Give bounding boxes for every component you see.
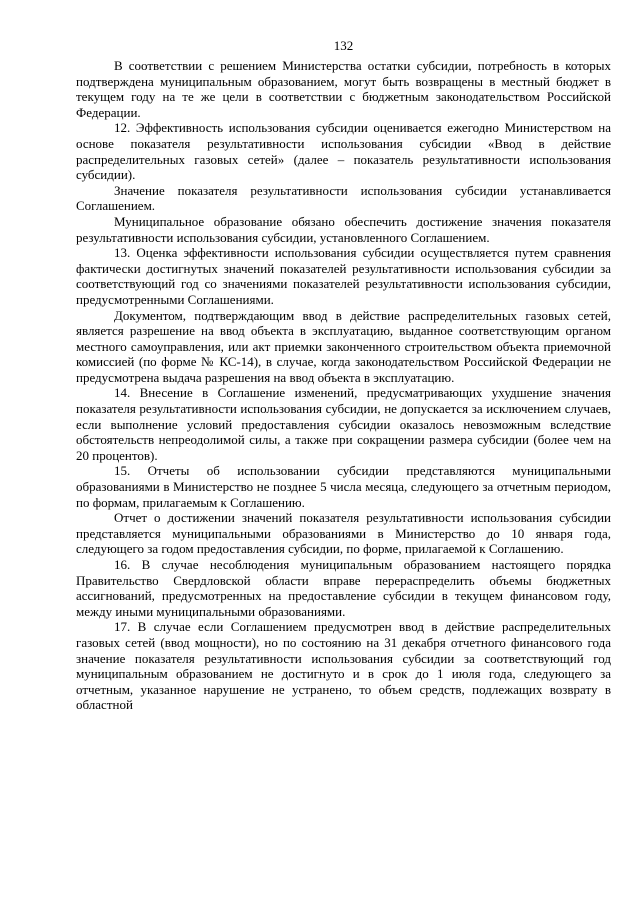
paragraph-4: Муниципальное образование обязано обеспечить достижение значения показателя результативности использования субсидии, установленного Соглашением. — [76, 213, 611, 245]
paragraph-10: 16. В случае несоблюдения муниципальным образованием настоящего порядка Правительство Свердловской области вправе перераспределить объемы бюджетных ассигнований, предусмотренных на предоставление субсидии в текущем финансовом году, между иными муниципальными образованиями. — [76, 557, 611, 619]
paragraph-3: Значение показателя результативности использования субсидии устанавливается Соглашением. — [76, 182, 611, 214]
paragraph-1: В соответствии с решением Министерства остатки субсидии, потребность в которых подтверждена муниципальным образованием, могут быть возвращены в местный бюджет в текущем году на те же цели в соответствии с бюджетным законодательством Российской Федерации. — [76, 58, 611, 120]
paragraph-9: Отчет о достижении значений показателя результативности использования субсидии представляется муниципальными образованиями в Министерство до 10 января года, следующего за годом предоставления субсидии, по форме, прилагаемой к Соглашению. — [76, 510, 611, 557]
paragraph-5: 13. Оценка эффективности использования субсидии осуществляется путем сравнения фактически достигнутых значений показателей результативности использования субсидии за соответствующий год со значениями показателей результативности использования субсидии, предусмотренными Соглашениями. — [76, 245, 611, 307]
paragraph-11: 17. В случае если Соглашением предусмотрен ввод в действие распределительных газовых сетей (ввод мощности), но по состоянию на 31 декабря отчетного финансового года значение показателя результативности использования субсидии за соответствующий год муниципальным образованием не достигнуто и в срок до 1 июля года, следующего за отчетным, указанное нарушение не устранено, то объем средств, подлежащих возврату в областной — [76, 619, 611, 713]
paragraph-7: 14. Внесение в Соглашение изменений, предусматривающих ухудшение значения показателя результативности использования субсидии, не допускается за исключением случаев, если выполнение условий предоставления субсидии оказалось невозможным вследствие обстоятельств непреодолимой силы, а также при сокращении размера субсидии (более чем на 20 процентов). — [76, 385, 611, 463]
page-number: 132 — [333, 38, 354, 53]
paragraph-2: 12. Эффективность использования субсидии оценивается ежегодно Министерством на основе показателя результативности использования субсидии «Ввод в действие распределительных газовых сетей» (далее – показатель результативности использования субсидии). — [76, 120, 611, 183]
paragraph-8: 15. Отчеты об использовании субсидии представляются муниципальными образованиями в Министерство не позднее 5 числа месяца, следующего за отчетным периодом, по формам, прилагаемым к Соглашению. — [76, 463, 611, 510]
paragraph-6: Документом, подтверждающим ввод в действие распределительных газовых сетей, является разрешение на ввод объекта в эксплуатацию, выданное соответствующим органом местного самоуправления, или акт приемки законченного строительством объекта приемочной комиссией (по форме № КС-14), в случае, когда законодательством Российской Федерации не предусмотрена выдача разрешения на ввод объекта в эксплуатацию. — [76, 307, 611, 385]
document-body — [76, 58, 611, 713]
